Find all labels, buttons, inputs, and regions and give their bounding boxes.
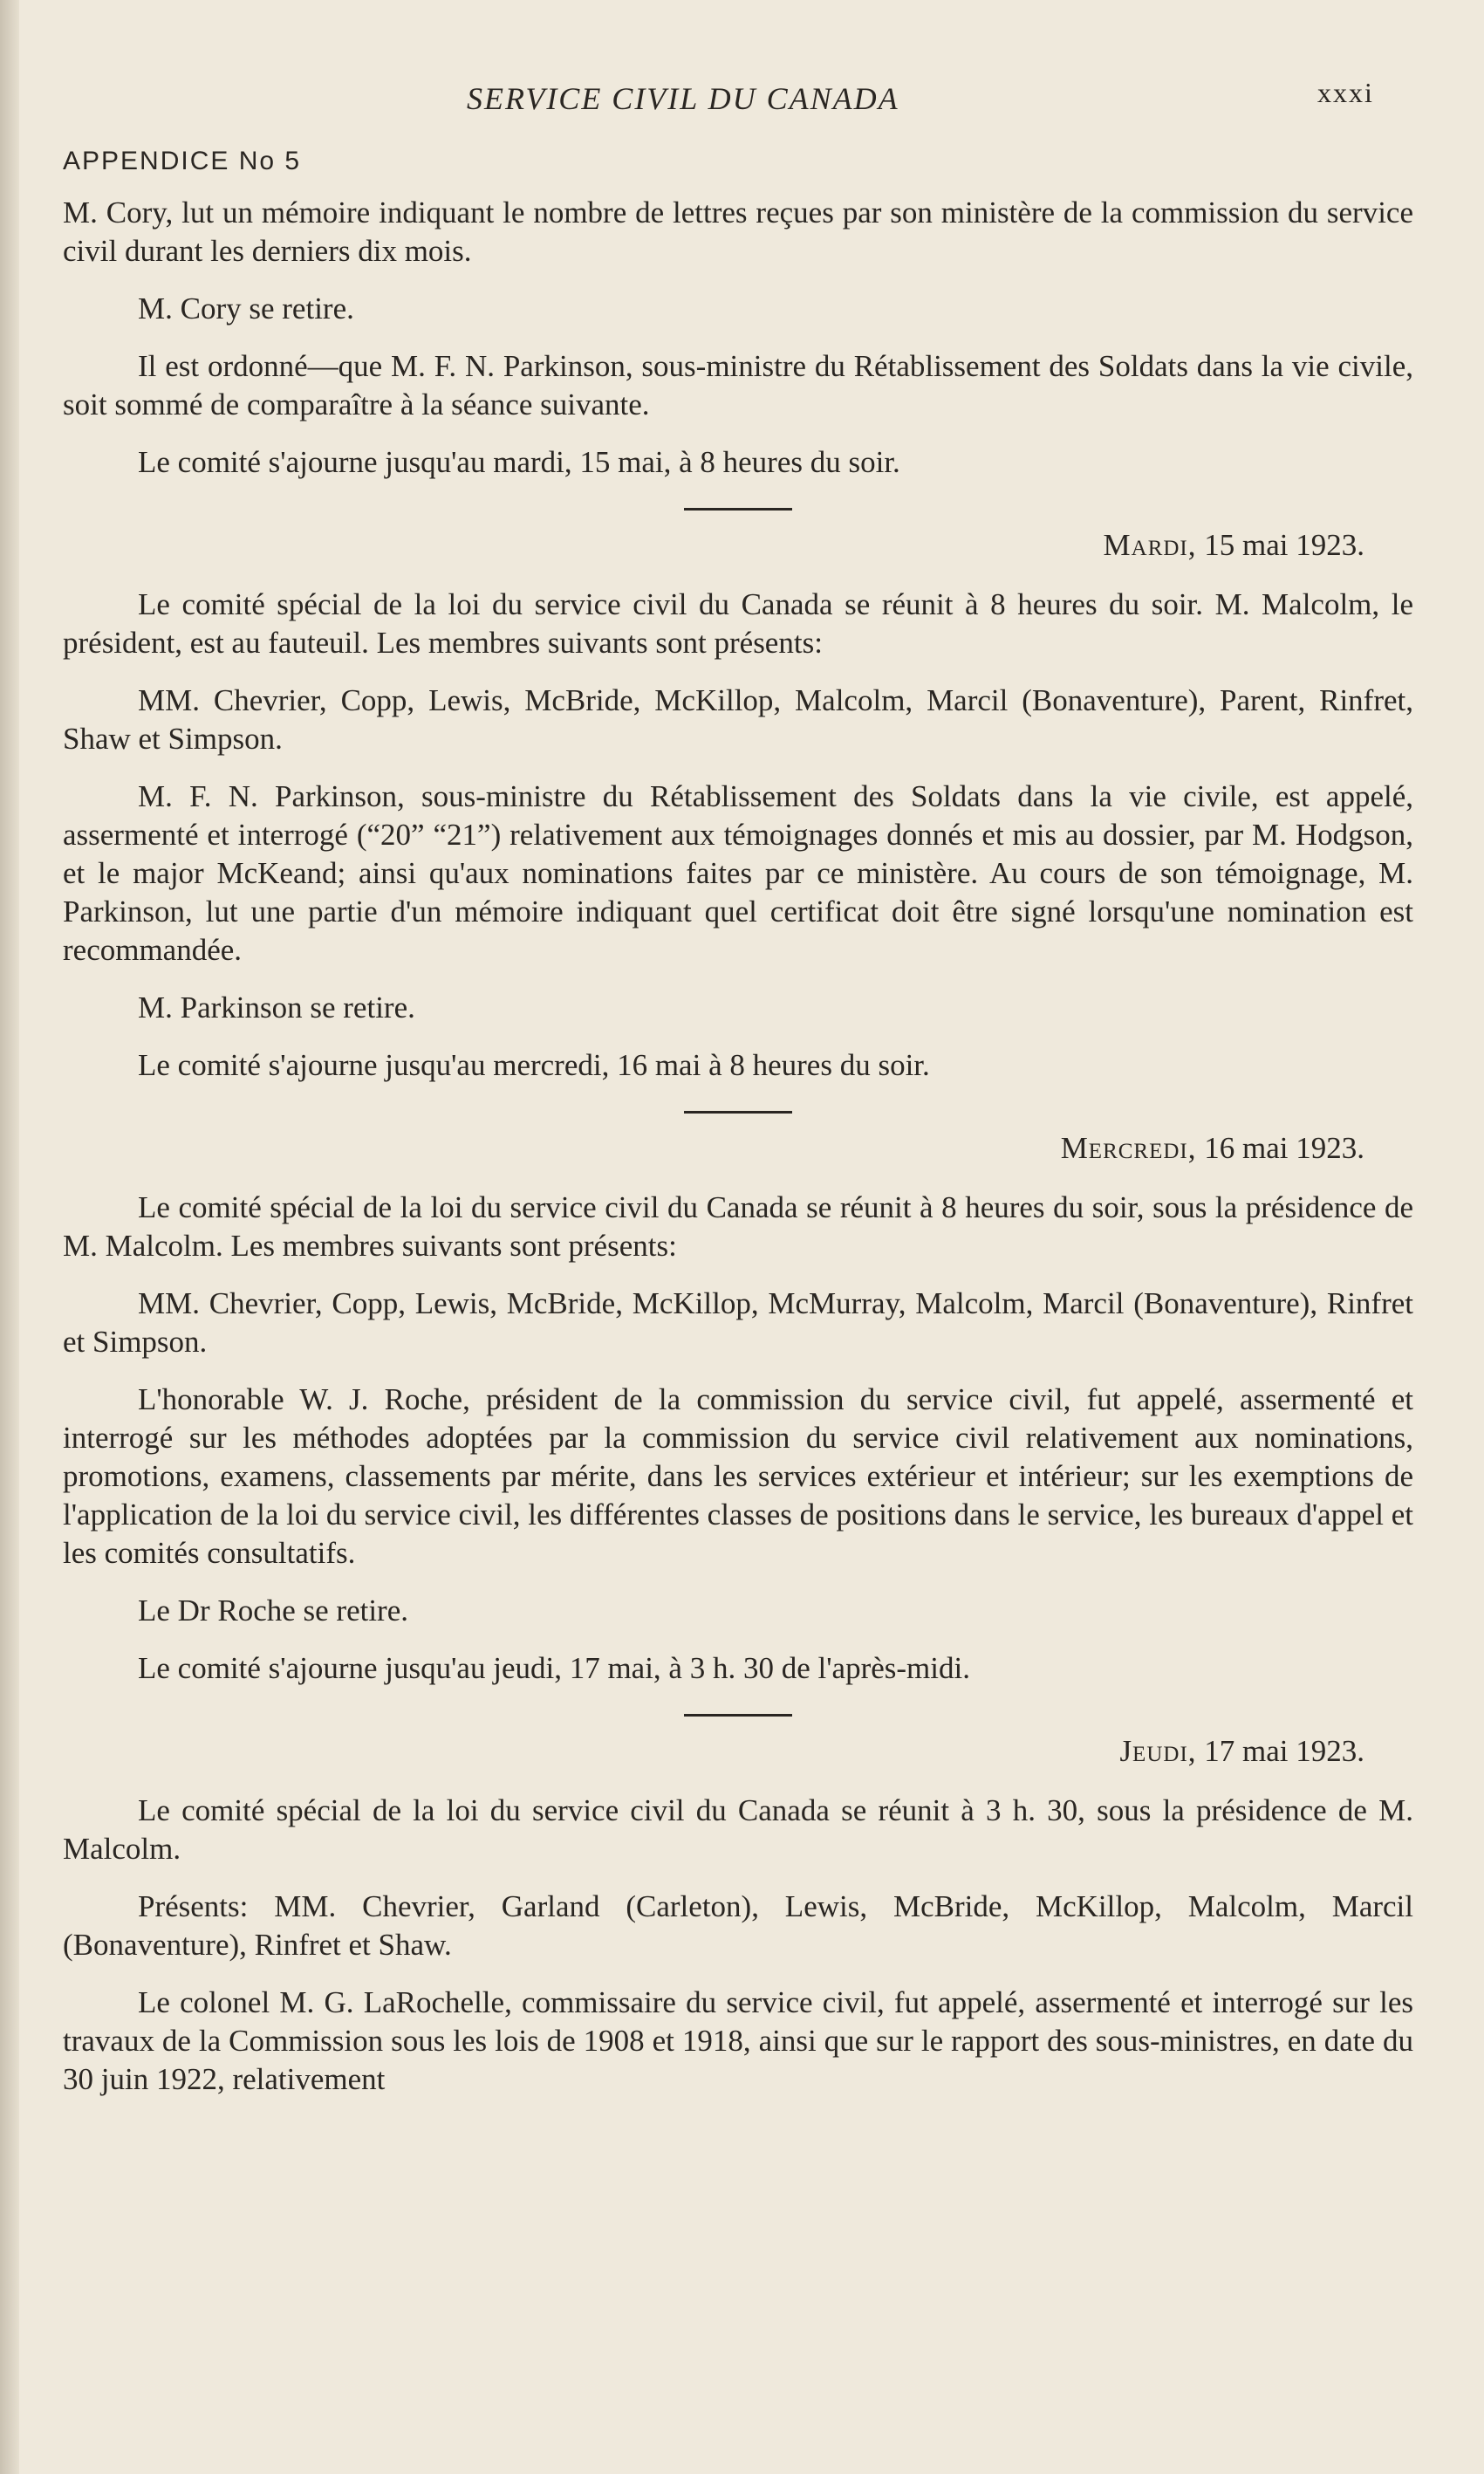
paragraph: Le comité spécial de la loi du service civil du Canada se réunit à 8 heures du soir. M. Malcolm, le président, est au fauteuil. Les membres suivants sont présents: — [63, 587, 1413, 660]
paragraph: Le comité s'ajourne jusqu'au mardi, 15 mai, à 8 heures du soir. — [138, 445, 900, 479]
page-number: xxxi — [1317, 77, 1374, 108]
paragraph: M. F. N. Parkinson, sous-ministre du Rétablissement des Soldats dans la vie civile, est appelé, assermenté et interrogé (“20” “21”) relativement aux témoignages donnés et mis au dossier, par M. Hodgson, et le major McKeand; ainsi qu'aux nominations faites par ce ministère. Au cours de son témoignage, M. Parkinson, lut une partie d'un mémoire indiquant quel certificat doit être signé lorsqu'une nomination est recommandée. — [63, 779, 1413, 967]
paragraph: M. Parkinson se retire. — [138, 990, 415, 1025]
document-body — [63, 194, 1413, 2118]
paragraph: Le comité spécial de la loi du service civil du Canada se réunit à 3 h. 30, sous la présidence de M. Malcolm. — [63, 1793, 1413, 1866]
section-day: Jeudi, — [1119, 1734, 1197, 1768]
paragraph: Il est ordonné—que M. F. N. Parkinson, sous-ministre du Rétablissement des Soldats dans la vie civile, soit sommé de comparaître à la séance suivante. — [63, 349, 1413, 421]
section-date — [63, 526, 1364, 565]
paragraph: M. Cory se retire. — [138, 291, 354, 326]
paragraph: Présents: MM. Chevrier, Garland (Carleton), Lewis, McBride, McKillop, Malcolm, Marcil (Bonaventure), Rinfret et Shaw. — [63, 1889, 1413, 1962]
section-divider — [684, 1714, 792, 1717]
section-date-text: 15 mai 1923. — [1196, 528, 1364, 562]
running-title: SERVICE CIVIL DU CANADA — [467, 81, 899, 116]
section-divider — [684, 1111, 792, 1114]
paragraph: Le comité spécial de la loi du service civil du Canada se réunit à 8 heures du soir, sous la présidence de M. Malcolm. Les membres suivants sont présents: — [63, 1190, 1413, 1263]
section-date-text: 16 mai 1923. — [1196, 1131, 1364, 1165]
paragraph: Le comité s'ajourne jusqu'au mercredi, 16 mai à 8 heures du soir. — [138, 1048, 930, 1082]
section-divider — [684, 508, 792, 511]
section-day: Mardi, — [1103, 528, 1197, 562]
paragraph: Le Dr Roche se retire. — [138, 1593, 408, 1628]
appendix-label: APPENDICE No 5 — [63, 147, 302, 175]
paragraph: MM. Chevrier, Copp, Lewis, McBride, McKillop, McMurray, Malcolm, Marcil (Bonaventure), Rinfret et Simpson. — [63, 1286, 1413, 1359]
section-date-text: 17 mai 1923. — [1196, 1734, 1364, 1768]
paragraph: Le comité s'ajourne jusqu'au jeudi, 17 mai, à 3 h. 30 de l'après-midi. — [138, 1651, 970, 1685]
paragraph: M. Cory, lut un mémoire indiquant le nombre de lettres reçues par son ministère de la commission du service civil durant les derniers dix mois. — [63, 195, 1413, 268]
section-date — [63, 1732, 1364, 1771]
paragraph: L'honorable W. J. Roche, président de la commission du service civil, fut appelé, assermenté et interrogé sur les méthodes adoptées par la commission du service civil relativement aux nominations, promotions, examens, classements par mérite, dans les services extérieur et intérieur; sur les exemptions de l'application de la loi du service civil, les différentes classes de positions dans le service, les bureaux d'appel et les comités consultatifs. — [63, 1382, 1413, 1570]
section-day: Mercredi, — [1060, 1131, 1197, 1165]
section-date — [63, 1129, 1364, 1168]
paragraph: Le colonel M. G. LaRochelle, commissaire du service civil, fut appelé, assermenté et interrogé sur les travaux de la Commission sous les lois de 1908 et 1918, ainsi que sur le rapport des sous-ministres, en date du 30 juin 1922, relativement — [63, 1985, 1413, 2096]
paragraph: MM. Chevrier, Copp, Lewis, McBride, McKillop, Malcolm, Marcil (Bonaventure), Parent, Rinfret, Shaw et Simpson. — [63, 683, 1413, 756]
